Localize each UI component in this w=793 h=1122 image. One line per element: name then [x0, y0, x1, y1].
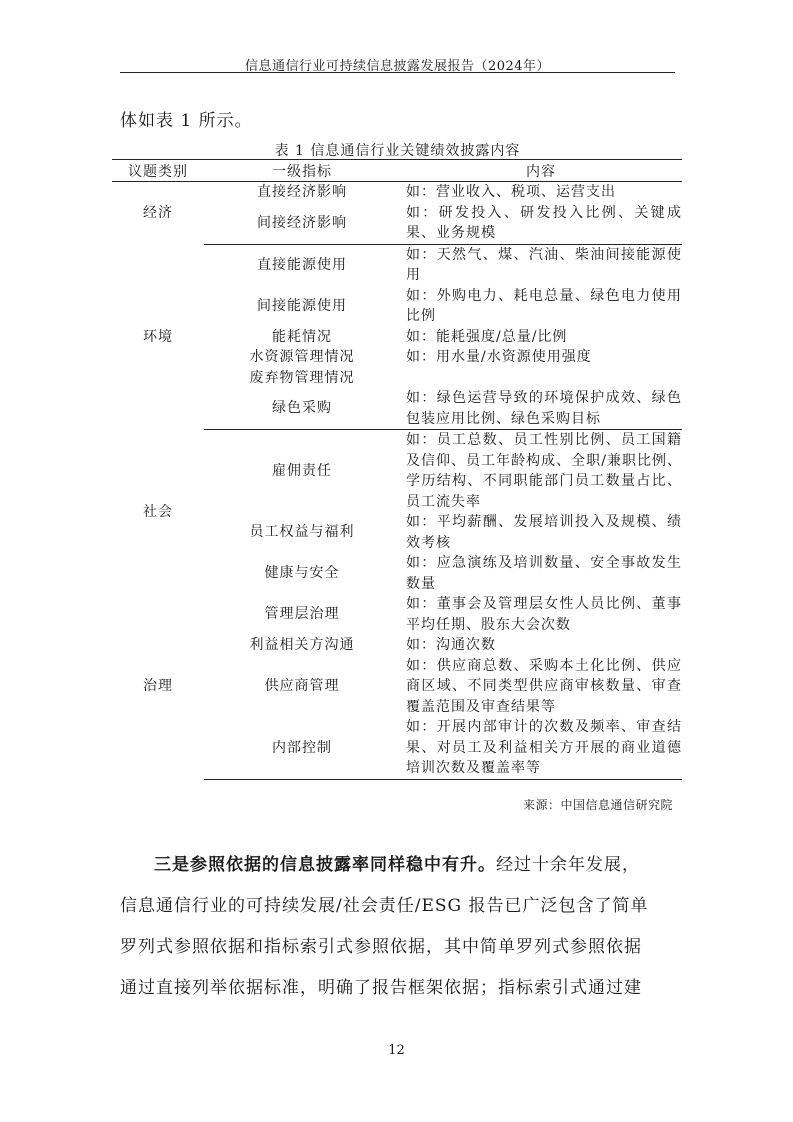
header-category: 议题类别 — [112, 160, 204, 182]
table-row — [112, 594, 682, 635]
page-number: 12 — [388, 1043, 405, 1058]
content-cell: 如：绿色运营导致的环境保护成效、绿色包装应用比例、绿色采购目标 — [400, 388, 682, 430]
indicator-cell: 直接经济影响 — [257, 184, 347, 200]
content-cell — [400, 368, 682, 389]
indicator-cell: 供应商管理 — [264, 678, 340, 694]
indicator-cell: 员工权益与福利 — [249, 524, 355, 541]
indicator-cell: 直接能源使用 — [257, 256, 347, 273]
category-society: 社会 — [143, 503, 173, 520]
table-header-row — [112, 160, 682, 182]
content-cell: 如：能耗强度/总量/比例 — [406, 328, 568, 345]
indicator-cell: 废弃物管理情况 — [249, 369, 355, 386]
paragraph-line — [120, 845, 675, 886]
indicator-cell: 能耗情况 — [272, 328, 332, 345]
content-cell: 如：研发投入、研发投入比例、关键成果、业务规模 — [400, 203, 682, 245]
table-source: 来源：中国信息通信研究院 — [522, 798, 673, 812]
table-row — [112, 430, 682, 513]
indicator-cell: 利益相关方沟通 — [249, 637, 355, 653]
content-cell: 如：用水量/水资源使用强度 — [406, 349, 592, 365]
header-indicator: 一级指标 — [204, 160, 400, 182]
paragraph-text: 经过十余年发展， — [496, 855, 640, 875]
paragraph-line: 通过直接列举依据标准，明确了报告框架依据；指标索引式通过建 — [120, 978, 642, 998]
paragraph-line: 罗列式参照依据和指标索引式参照依据，其中简单罗列式参照依据 — [120, 937, 642, 957]
content-cell: 如：员工总数、员工性别比例、员工国籍及信仰、员工年龄构成、全职/兼职比例、学历结构、不同职能部门员工数量占比、员工流失率 — [406, 432, 682, 510]
kpi-table — [112, 159, 682, 780]
table-row — [112, 244, 682, 286]
indicator-cell: 内部控制 — [204, 717, 400, 779]
table-row — [112, 182, 682, 203]
content-cell: 如：供应商总数、采购本土化比例、供应商区域、不同类型供应商审核数量、审查覆盖范围及审查结果等 — [406, 657, 682, 715]
indicator-cell: 绿色采购 — [204, 388, 400, 430]
content-cell: 如：董事会及管理层女性人员比例、董事平均任期、股东大会次数 — [406, 596, 682, 633]
category-economy: 经济 — [143, 204, 173, 221]
content-cell: 如：应急演练及培训数量、安全事故发生数量 — [406, 555, 682, 592]
intro-text: 体如表 1 所示。 — [120, 111, 253, 131]
header-rule — [120, 72, 675, 73]
indicator-cell: 水资源管理情况 — [249, 349, 355, 365]
bold-lead: 三是参照依据的信息披露率同样稳中有升。 — [154, 855, 496, 875]
content-cell: 如：外购电力、耗电总量、绿色电力使用比例 — [406, 287, 682, 324]
header-content: 内容 — [400, 160, 682, 182]
running-header: 信息通信行业可持续信息披露发展报告（2024年） — [244, 59, 551, 74]
indicator-cell: 间接能源使用 — [257, 297, 347, 314]
body-paragraph — [120, 845, 675, 1009]
table-caption: 表 1 信息通信行业关键绩效披露内容 — [274, 143, 521, 159]
content-cell: 如：开展内部审计的次数及频率、审查结果、对员工及利益相关方开展的商业道德培训次数及覆盖率等 — [400, 717, 682, 779]
indicator-cell: 健康与安全 — [264, 565, 340, 582]
indicator-cell: 雇佣责任 — [272, 462, 332, 479]
content-cell: 如：沟通次数 — [406, 637, 496, 653]
content-cell: 如：营业收入、税项、运营支出 — [406, 184, 616, 200]
indicator-cell: 间接经济影响 — [204, 203, 400, 245]
content-cell: 如：天然气、煤、汽油、柴油间接能源使用 — [406, 246, 682, 283]
paragraph-line: 信息通信行业的可持续发展/社会责任/ESG 报告已广泛包含了简单 — [120, 896, 649, 916]
category-environment: 环境 — [143, 328, 173, 345]
content-cell: 如：平均薪酬、发展培训投入及规模、绩效考核 — [406, 514, 682, 551]
indicator-cell: 管理层治理 — [264, 606, 340, 623]
category-governance: 治理 — [143, 678, 173, 695]
